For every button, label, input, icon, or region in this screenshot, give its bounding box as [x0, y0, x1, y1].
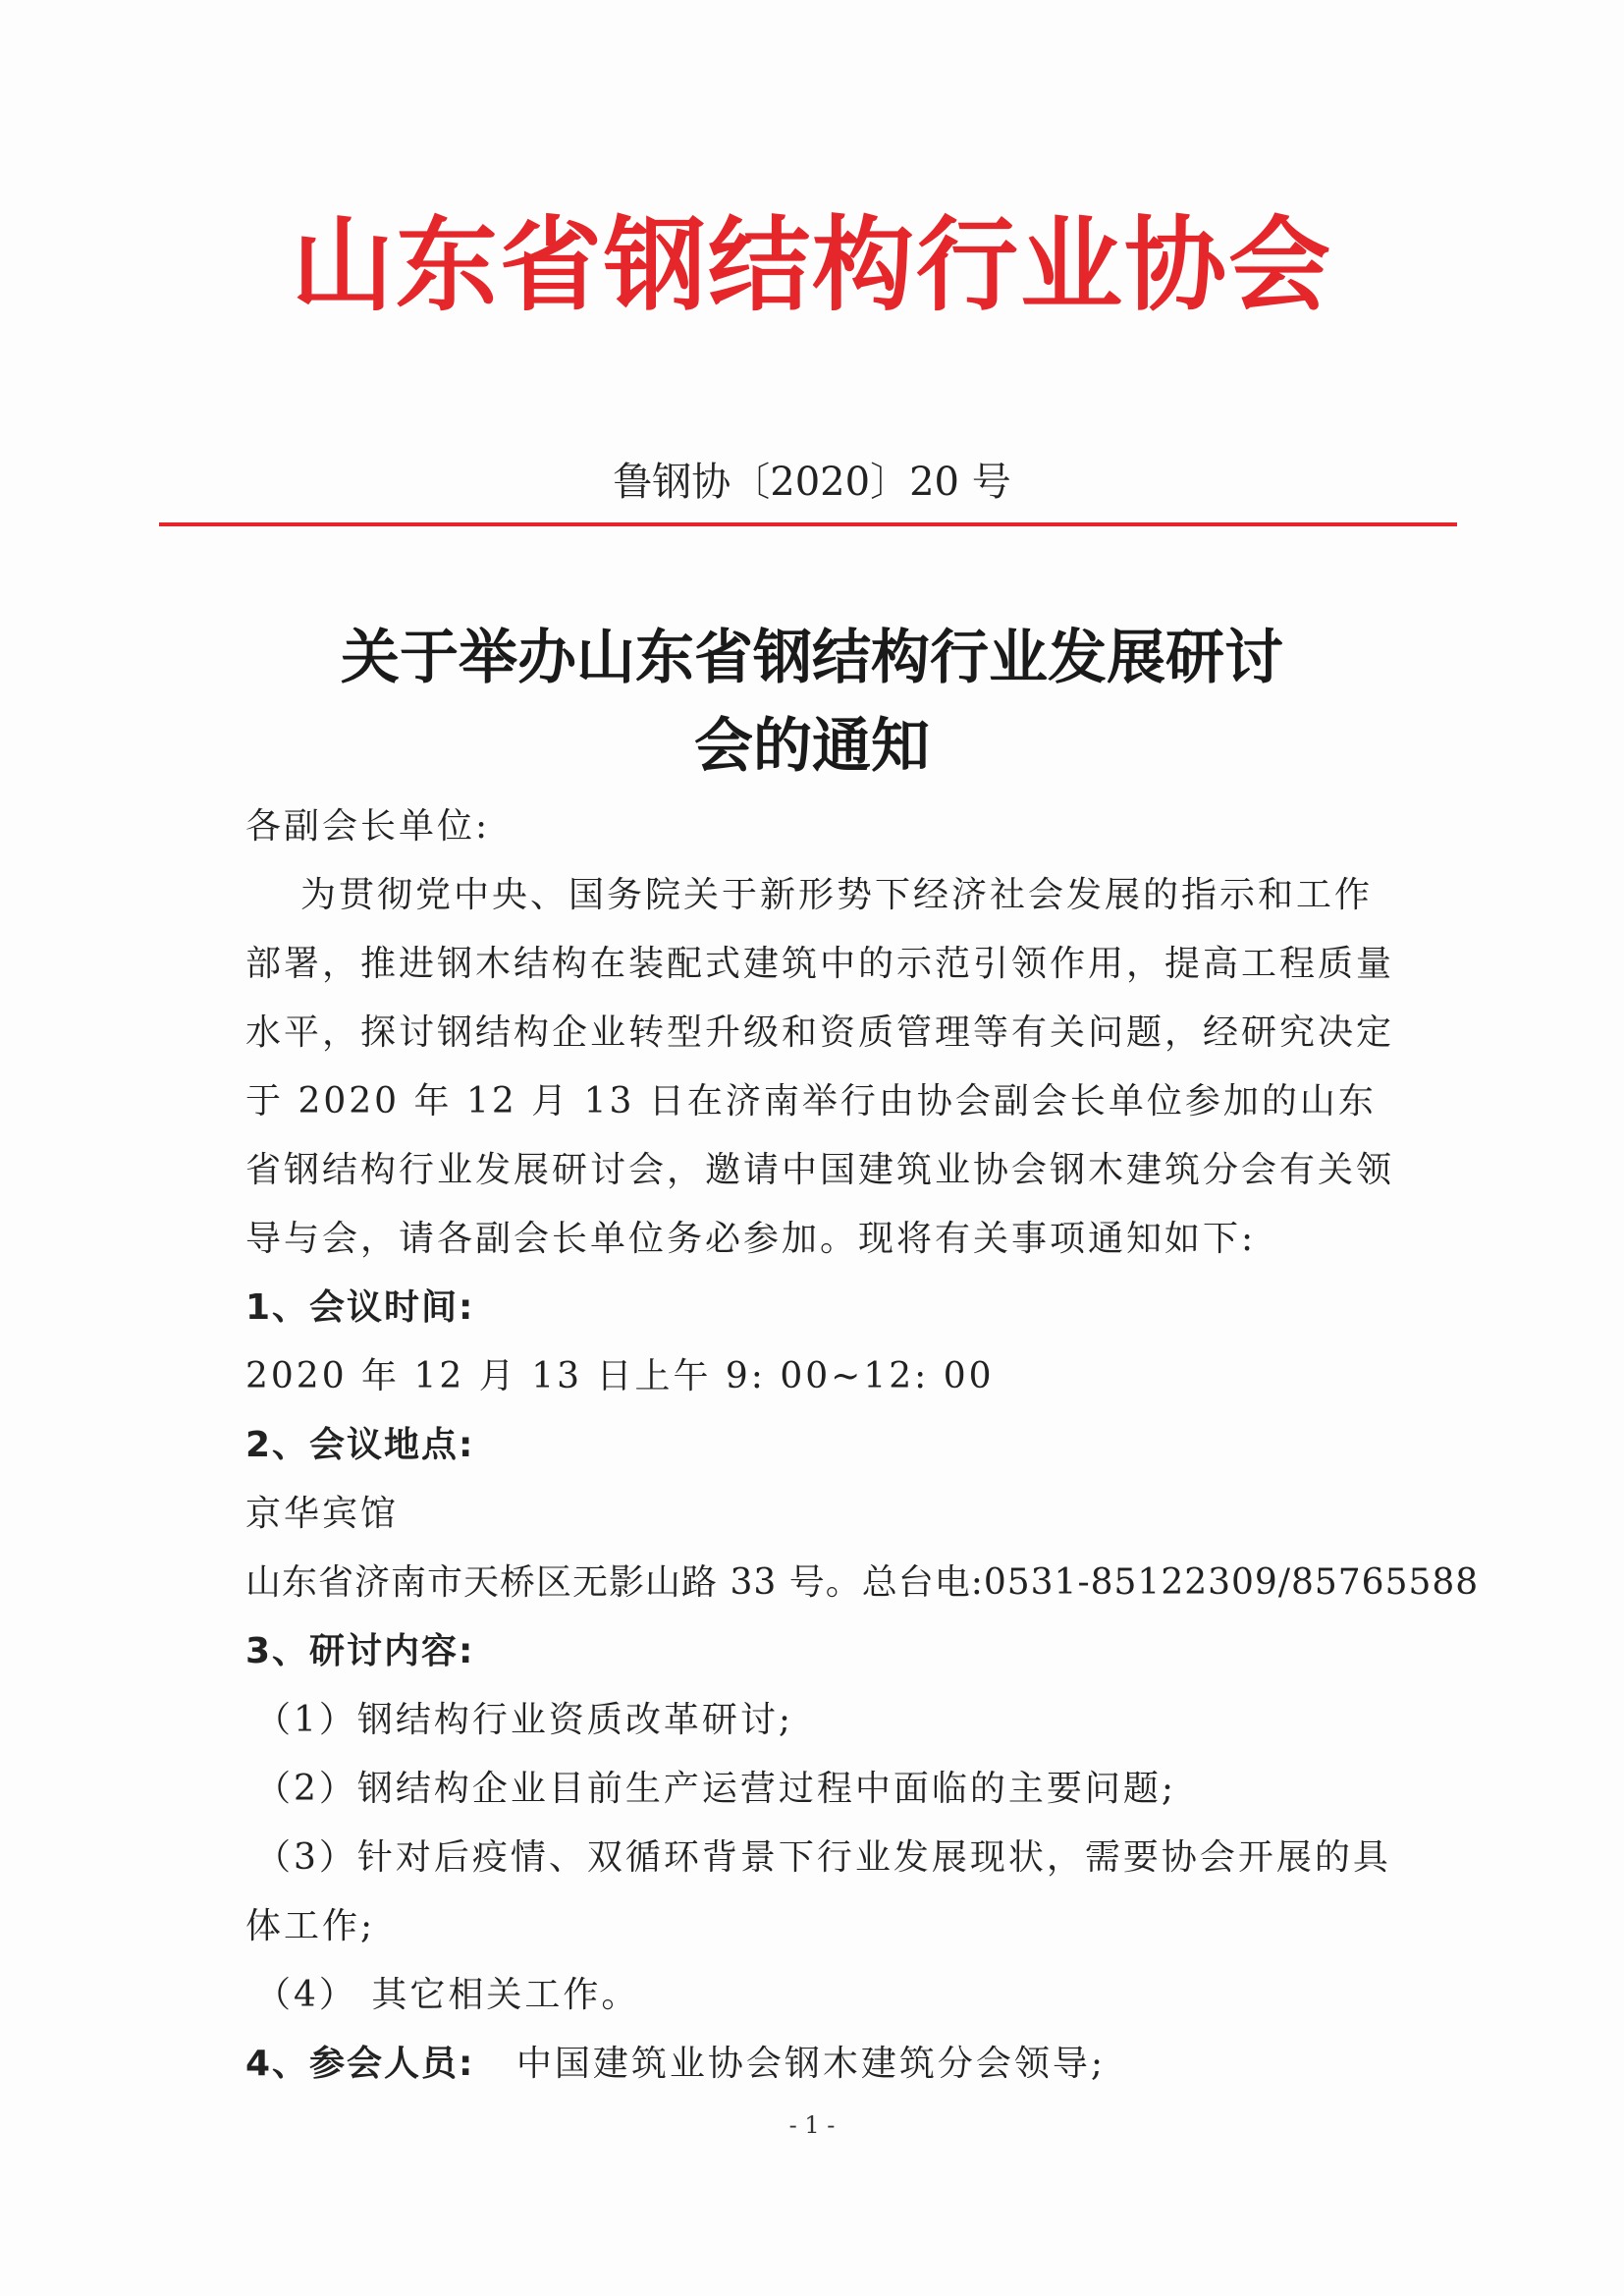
topic-item-continuation: 体工作;: [245, 1906, 376, 1946]
title-line-2: 会的通知: [694, 712, 930, 781]
topic-item: （4） 其它相关工作。: [255, 1975, 640, 2015]
paragraph-line: 为贯彻党中央、国务院关于新形势下经济社会发展的指示和工作: [300, 875, 1374, 915]
section-heading-attendees: 4、参会人员:: [245, 2044, 475, 2084]
paragraph-line: 水平，探讨钢结构企业转型升级和资质管理等有关问题，经研究决定: [245, 1012, 1395, 1053]
paragraph-line: 导与会，请各副会长单位务必参加。现将有关事项通知如下:: [245, 1219, 1257, 1259]
paragraph-line: 部署，推进钢木结构在装配式建筑中的示范引领作用，提高工程质量: [245, 944, 1395, 984]
topic-item: （1）钢结构行业资质改革研讨;: [255, 1700, 794, 1740]
section-heading-meeting-location: 2、会议地点:: [245, 1425, 475, 1465]
document-title: [0, 614, 1624, 791]
title-line-1: 关于举办山东省钢结构行业发展研讨: [341, 624, 1283, 692]
salutation: 各副会长单位:: [245, 806, 491, 847]
meeting-venue: 京华宾馆: [245, 1494, 400, 1534]
topic-item: （2）钢结构企业目前生产运营过程中面临的主要问题;: [255, 1769, 1177, 1809]
organization-header: 山东省钢结构行业协会: [291, 205, 1332, 325]
section-heading-discussion-topics: 3、研讨内容:: [245, 1631, 475, 1671]
page-number: - 1 -: [788, 2111, 836, 2139]
attendees-value: 中国建筑业协会钢木建筑分会领导;: [515, 2044, 1107, 2084]
document-number: 鲁钢协〔2020〕20 号: [613, 460, 1011, 505]
section-attendees: [245, 2038, 1106, 2091]
topic-item: （3）针对后疫情、双循环背景下行业发展现状，需要协会开展的具: [255, 1837, 1391, 1878]
meeting-address: 山东省济南市天桥区无影山路 33 号。总台电:0531-85122309/85765588: [245, 1562, 1480, 1603]
paragraph-line: 于 2020 年 12 月 13 日在济南举行由协会副会长单位参加的山东: [245, 1081, 1377, 1121]
paragraph-line: 省钢结构行业发展研讨会，邀请中国建筑业协会钢木建筑分会有关领: [245, 1150, 1395, 1190]
section-heading-meeting-time: 1、会议时间:: [245, 1287, 475, 1328]
meeting-time-value: 2020 年 12 月 13 日上午 9: 00~12: 00: [245, 1356, 995, 1396]
red-divider-line: [159, 522, 1457, 526]
